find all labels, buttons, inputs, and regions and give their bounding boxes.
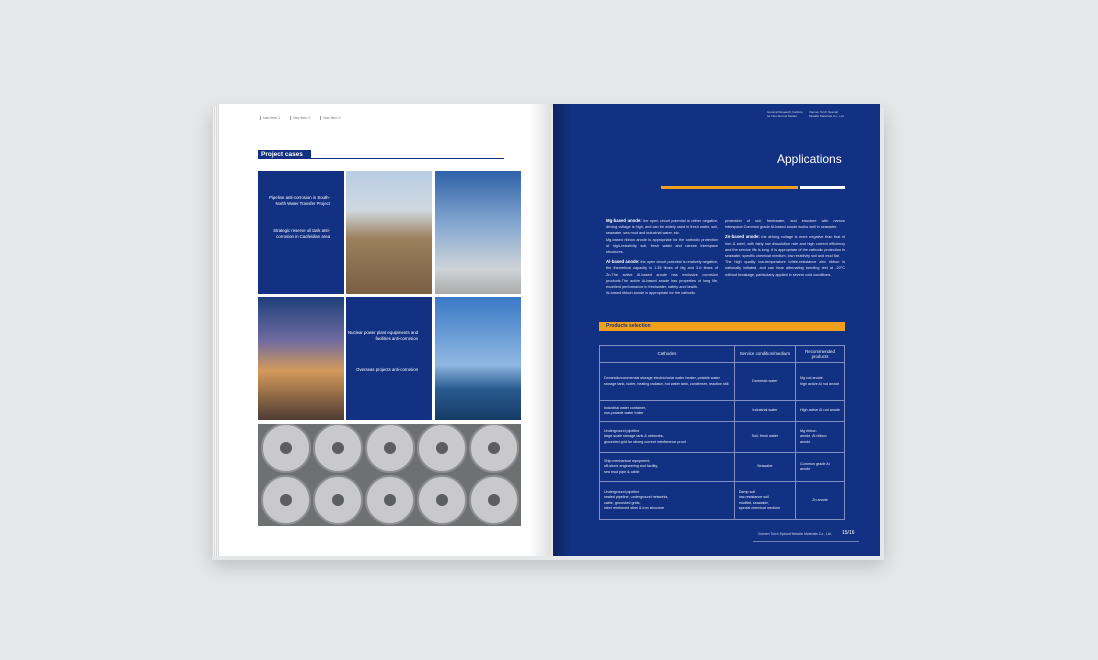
header-right: Xiamen Torch Special Metallic Materials Co., Ltd [809, 110, 844, 118]
title-rule-orange [661, 186, 798, 189]
col-service: Service condition/medium [734, 346, 795, 363]
title-rule-white [800, 186, 845, 189]
project-item: Overseas projects anti-corrosion [356, 367, 418, 372]
table-row: Industrial water container, non-potable water boiler Industrial water High active Al rod anode [600, 401, 845, 422]
title-rule [258, 158, 504, 159]
project-cases-title: Project cases [258, 150, 311, 159]
col-products: Recommended products [796, 346, 845, 363]
nav-item: Nav item 1 [260, 116, 280, 120]
anode-rolls-photo [258, 424, 521, 526]
footer-rule [753, 541, 859, 542]
right-fold-shade [553, 104, 571, 556]
page-title: Applications [777, 152, 842, 166]
project-list-box-1 [258, 171, 344, 294]
left-nav [260, 116, 341, 120]
footer-company: Xiamen Torch Special Metallic Materials Co., Ltd. [758, 532, 832, 536]
table-header-row [600, 346, 845, 363]
table-row: Underground pipeline large-scale storage tank & networks, grounded grid for strong current interference proof Soil, fresh water Mg ribbon anode, Al ribbon anode [600, 422, 845, 453]
oil-tank-photo [435, 171, 521, 294]
power-plant-photo [258, 297, 344, 420]
table-row: Ship mechanical equipment, off-shore engineering and facility, sea mud pipe & cable Seawater Common grade Al anode [600, 453, 845, 482]
anode-rolls-illustration [258, 424, 521, 526]
text-column-2: protection of soil, freshwater, and structure with narrow interspace.Common grade Al-based anode works well in seawater. Zn-based anode: the driving voltage is more negative than that of iron & steel, with fairly low dissolution rate and high current efficiency and the service life is long. It is appropriate of the cathodic protection in seawater, specific chemical medium, low resistivity soil and mud flat. The high quality low-temperature brittle-resistance zinc ribbon is nationally initiated, and can bear alternating bending test at -20°C without breakage, particularly applied in severe cold conditions. [725, 219, 845, 277]
left-page [219, 104, 551, 556]
pipeline-photo [346, 171, 432, 294]
left-fold-shade [529, 104, 551, 556]
project-item: Nuclear power plant equipments and facilities anti-corrosion [348, 330, 418, 342]
project-list-box-2 [346, 297, 432, 420]
header-left: General Research Institute for Non-ferrous Metals [767, 110, 803, 118]
project-item: Pipeline anti-corrosion in South-North Water Transfer Project [260, 195, 330, 207]
nav-item: Nav item 2 [290, 116, 310, 120]
project-item: Strategic reserve oil tank anti-corrosion in Caofeidian area [260, 228, 330, 240]
text-column-1: Mg-based anode: the open circuit potential is rather negative, driving voltage is high, and can be widely used in fresh water, soil, seawater, sea mud and industrial water, etc. Mg-based ribbon anode is appropriate for the cathodic protection of high-resistivity soil, fresh water and narrow interspace structures. Al-based anode: the open circuit potential is relatively negative, the theoretical capacity is 1.35 times of Mg and 3.6 times of Zn.The active Al-based anode has exclusive corrosion products.The active Al-based anode has properties of long life, excellent performance in freshwater, safety and health. Al-based ribbon anode is appropriate for the cathodic [606, 218, 718, 296]
page-number: 15/16 [842, 530, 855, 536]
products-selection-bar [599, 322, 845, 331]
products-table [599, 345, 845, 520]
products-selection-title: Products selection [606, 323, 651, 329]
right-page [553, 104, 880, 556]
col-cathodes: Cathodes [600, 346, 735, 363]
table-row: Underground pipeline sealed pipeline, underground networks, cable, grounded grids, steel reinforced steel & iron structure Damp soil low-resistance soil mudflat, seawater, special chemical medium Zn anode [600, 482, 845, 520]
table-row: Domestic/commercial storage electric/solar water heater, potable water storage tank, boiler, heating radiator, hot water tank, condenser, reaction still Domestic water Mg rod anode high active Al rod anode [600, 363, 845, 401]
nav-item: Nav item 3 [320, 116, 340, 120]
oil-rig-photo [435, 297, 521, 420]
